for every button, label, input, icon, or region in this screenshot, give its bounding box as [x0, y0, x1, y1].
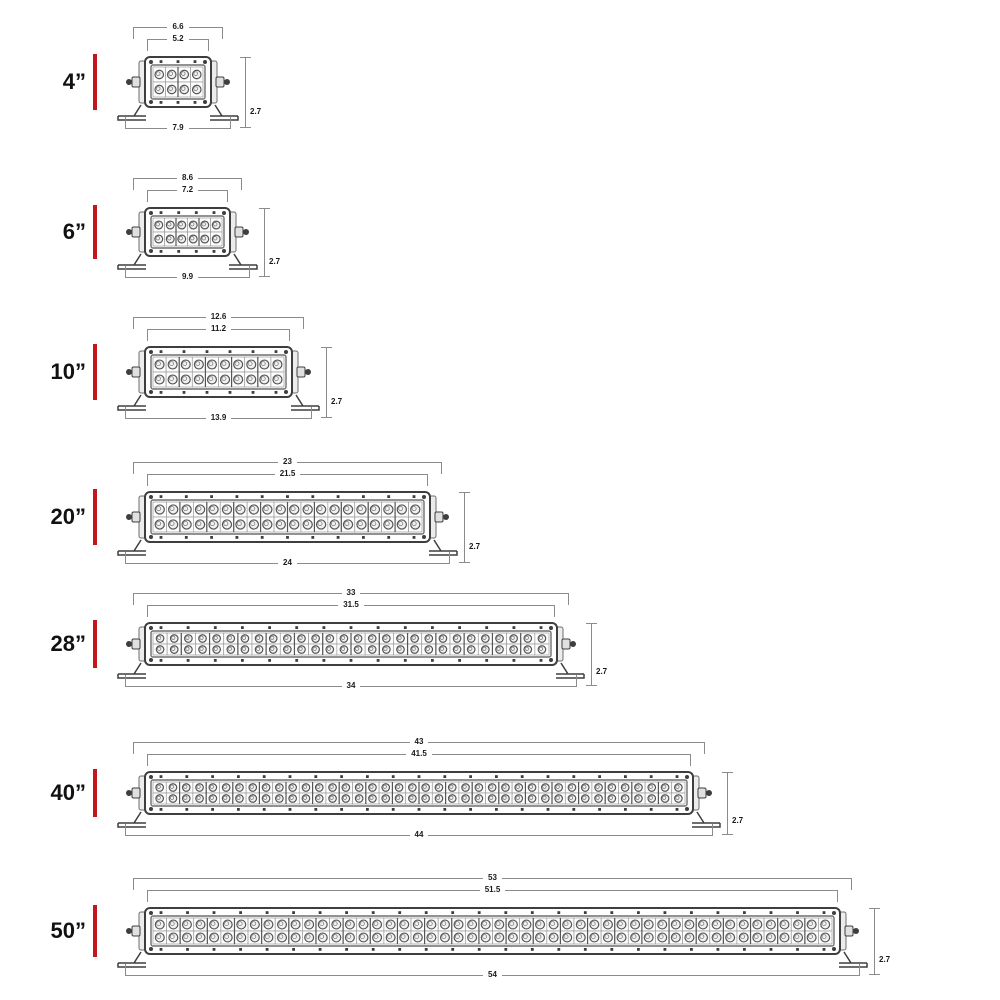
side-bolt-left-icon: [126, 496, 147, 538]
mounting-bracket-left-icon: [118, 105, 146, 120]
dim-height-end-tick: [459, 562, 470, 563]
dim-top-outer-value: 6.6: [172, 22, 184, 31]
dim-top-inner-line: [189, 39, 208, 40]
dim-top-inner: [147, 185, 228, 204]
dim-top-inner: [147, 749, 691, 768]
dim-top-inner-value: 21.5: [279, 469, 296, 478]
light-bar-6: [109, 766, 729, 832]
red-accent-bar: [93, 620, 97, 668]
dim-height-value: 2.7: [732, 816, 744, 825]
dim-top-inner-value: 5.2: [172, 34, 184, 43]
dim-height-value: 2.7: [879, 955, 891, 964]
mounting-bracket-right-icon: [229, 254, 257, 269]
dim-top-outer-line: [360, 593, 568, 594]
dim-bottom-value: 9.9: [181, 272, 194, 281]
dim-bottom-value: 34: [346, 681, 356, 690]
dim-top-inner-value: 7.2: [181, 185, 194, 194]
dim-top-inner-line: [198, 190, 227, 191]
dim-top-inner-end-tick: [147, 474, 148, 486]
mounting-bracket-right-icon: [429, 540, 457, 555]
dim-bottom-value: 54: [488, 970, 497, 979]
dim-top-inner: [147, 600, 555, 619]
dim-bottom-line: [126, 563, 278, 564]
size-label-7: 50”: [50, 918, 86, 943]
dim-height-value: 2.7: [269, 257, 281, 266]
light-bar-drawing: [109, 766, 729, 832]
mounting-bracket-right-icon: [692, 812, 720, 827]
dim-height-end-tick: [722, 834, 733, 835]
size-label-5: 28”: [50, 631, 86, 656]
dim-top-outer-end-tick: [133, 27, 134, 39]
dim-top-outer-line: [231, 317, 303, 318]
led-array: [153, 357, 284, 387]
dim-top-outer-line: [134, 878, 483, 879]
light-bar-drawing: [109, 51, 247, 125]
dim-height-end-tick: [321, 347, 332, 348]
dim-height: [326, 347, 348, 418]
dim-bottom-line: [126, 686, 342, 687]
dim-height-end-tick: [586, 623, 597, 624]
light-bar-7: [109, 902, 876, 972]
dim-height-end-tick: [722, 772, 733, 773]
mounting-bracket-right-icon: [839, 952, 867, 967]
side-bolt-left-icon: [126, 912, 147, 950]
dim-top-inner: [147, 324, 290, 343]
side-bolt-right-icon: [228, 212, 249, 252]
dim-top-inner: [147, 885, 838, 904]
dim-top-inner-line: [148, 754, 406, 755]
mounting-bracket-left-icon: [118, 663, 146, 678]
led-array: [153, 218, 222, 246]
dim-bottom-end-tick: [125, 407, 126, 419]
dim-bottom-end-tick: [576, 675, 577, 687]
dim-bottom-end-tick: [125, 266, 126, 278]
red-accent-bar: [93, 54, 97, 110]
led-array: [153, 502, 422, 532]
dim-top-outer-value: 33: [346, 588, 356, 597]
dim-height-end-tick: [586, 685, 597, 686]
side-bolt-left-icon: [126, 627, 147, 661]
red-accent-bar: [93, 769, 97, 817]
dim-height-value: 2.7: [469, 542, 481, 551]
dim-top-outer-line: [134, 462, 278, 463]
dim-top-outer-value: 23: [283, 457, 292, 466]
dim-height: [874, 908, 896, 975]
dim-bottom: [125, 830, 713, 849]
dim-height-end-tick: [240, 127, 251, 128]
dim-bottom-line: [189, 128, 230, 129]
side-bolt-right-icon: [209, 61, 230, 103]
dim-bottom: [125, 681, 577, 700]
dim-bottom-line: [126, 128, 167, 129]
mounting-bracket-left-icon: [118, 952, 146, 967]
dim-top-inner-end-tick: [427, 474, 428, 486]
led-array: [153, 782, 685, 804]
dim-top-inner-line: [364, 605, 554, 606]
mounting-bracket-left-icon: [118, 254, 146, 269]
dim-top-inner-end-tick: [554, 605, 555, 617]
mounting-bracket-left-icon: [118, 395, 146, 410]
dim-height-value: 2.7: [596, 667, 608, 676]
dim-top-inner-end-tick: [147, 329, 148, 341]
dim-bottom-value: 24: [283, 558, 292, 567]
dim-top-outer-line: [189, 27, 222, 28]
dim-top-inner-end-tick: [147, 190, 148, 202]
side-bolt-right-icon: [838, 912, 859, 950]
dim-height: [464, 492, 486, 563]
dim-height-line: [874, 908, 875, 975]
size-label-2: 6”: [62, 219, 86, 244]
dim-bottom: [125, 413, 312, 432]
dim-top-inner-line: [432, 754, 690, 755]
dim-top-outer-end-tick: [133, 742, 134, 754]
light-bar-drawing: [109, 902, 876, 972]
side-bolt-right-icon: [555, 627, 576, 661]
dim-bottom-line: [126, 835, 410, 836]
mounting-bracket-right-icon: [291, 395, 319, 410]
dim-bottom-end-tick: [125, 824, 126, 836]
light-bar-2: [109, 202, 266, 274]
dim-bottom: [125, 970, 860, 989]
dim-top-inner-line: [148, 39, 167, 40]
dim-height-end-tick: [459, 492, 470, 493]
dim-top-outer-line: [198, 178, 241, 179]
dim-height-line: [727, 772, 728, 835]
dim-top-inner-line: [148, 605, 338, 606]
dim-top-outer-end-tick: [704, 742, 705, 754]
dim-bottom-line: [502, 975, 859, 976]
dim-bottom-end-tick: [859, 964, 860, 976]
dim-bottom-line: [360, 686, 576, 687]
mounting-bracket-left-icon: [118, 540, 146, 555]
size-label-3: 10”: [50, 359, 86, 384]
side-bolt-left-icon: [126, 776, 147, 810]
dim-bottom-line: [297, 563, 449, 564]
dim-top-outer-end-tick: [851, 878, 852, 890]
dim-bottom-value: 44: [414, 830, 424, 839]
mounting-bracket-left-icon: [118, 812, 146, 827]
dim-top-outer-line: [428, 742, 704, 743]
dim-height-line: [245, 57, 246, 128]
dim-top-outer-end-tick: [303, 317, 304, 329]
light-bar-drawing: [109, 617, 593, 683]
dim-top-outer-line: [134, 27, 167, 28]
dim-bottom: [125, 558, 450, 577]
dim-bottom-end-tick: [249, 266, 250, 278]
dim-top-outer-end-tick: [241, 178, 242, 190]
dim-top-inner-end-tick: [147, 754, 148, 766]
dim-bottom-end-tick: [449, 552, 450, 564]
dim-height-line: [264, 208, 265, 277]
dim-top-inner-line: [231, 329, 289, 330]
light-bar-3: [109, 341, 328, 415]
dim-bottom: [125, 123, 231, 142]
dim-bottom-line: [126, 975, 483, 976]
dim-height: [591, 623, 613, 686]
dim-height-value: 2.7: [250, 107, 262, 116]
dim-bottom-end-tick: [311, 407, 312, 419]
dim-bottom-end-tick: [125, 675, 126, 687]
light-bar-1: [109, 51, 247, 125]
dim-top-outer-end-tick: [222, 27, 223, 39]
dim-height-line: [591, 623, 592, 686]
led-array: [153, 67, 203, 97]
dim-height-line: [464, 492, 465, 563]
dim-top-inner-end-tick: [690, 754, 691, 766]
dim-height: [245, 57, 267, 128]
dim-height-value: 2.7: [331, 397, 343, 406]
light-bar-drawing: [109, 341, 328, 415]
dim-top-inner-line: [148, 190, 177, 191]
dim-bottom-value: 7.9: [172, 123, 184, 132]
dim-top-outer-line: [502, 878, 851, 879]
dim-height-end-tick: [259, 208, 270, 209]
dim-top-outer-end-tick: [133, 593, 134, 605]
dim-top-outer-line: [134, 317, 206, 318]
light-bar-5: [109, 617, 593, 683]
dim-height-line: [326, 347, 327, 418]
side-bolt-right-icon: [428, 496, 449, 538]
size-label-1: 4”: [62, 69, 86, 94]
dim-top-outer-line: [134, 178, 177, 179]
dim-bottom-line: [126, 418, 206, 419]
dim-top-inner-value: 31.5: [343, 600, 359, 609]
dim-top-inner-end-tick: [208, 39, 209, 51]
dim-top-inner-value: 11.2: [210, 324, 227, 333]
mounting-bracket-right-icon: [210, 105, 238, 120]
red-accent-bar: [93, 489, 97, 545]
dim-top-inner-value: 51.5: [484, 885, 501, 894]
side-bolt-right-icon: [290, 351, 311, 393]
dim-bottom-end-tick: [125, 117, 126, 129]
dim-top-outer-end-tick: [441, 462, 442, 474]
dim-top-outer-value: 43: [414, 737, 424, 746]
dim-top-inner-value: 41.5: [411, 749, 427, 758]
dim-bottom-end-tick: [230, 117, 231, 129]
dim-bottom-line: [126, 277, 177, 278]
dim-top-inner-end-tick: [147, 890, 148, 902]
size-label-6: 40”: [50, 780, 86, 805]
dim-top-outer-line: [134, 593, 342, 594]
mounting-bracket-right-icon: [556, 663, 584, 678]
dim-top-inner-end-tick: [147, 605, 148, 617]
dim-height-end-tick: [869, 908, 880, 909]
dim-bottom: [125, 272, 250, 291]
red-accent-bar: [93, 205, 97, 259]
led-array: [153, 633, 549, 655]
light-bar-4: [109, 486, 466, 560]
dim-top-outer-end-tick: [133, 878, 134, 890]
dim-top-inner-end-tick: [227, 190, 228, 202]
light-bar-drawing: [109, 486, 466, 560]
dim-bottom-end-tick: [712, 824, 713, 836]
dim-top-outer-end-tick: [133, 178, 134, 190]
led-array: [153, 918, 832, 944]
dim-top-outer-end-tick: [133, 317, 134, 329]
size-label-4: 20”: [50, 504, 86, 529]
red-accent-bar: [93, 344, 97, 400]
dim-top-inner-line: [505, 890, 837, 891]
dim-height-end-tick: [259, 276, 270, 277]
dim-top-outer-line: [297, 462, 441, 463]
dim-height-end-tick: [869, 974, 880, 975]
dim-top-inner: [147, 34, 209, 53]
side-bolt-left-icon: [126, 61, 147, 103]
dim-bottom-line: [198, 277, 249, 278]
dim-height: [727, 772, 749, 835]
dim-top-inner-line: [148, 890, 480, 891]
side-bolt-left-icon: [126, 351, 147, 393]
dim-top-outer-value: 12.6: [210, 312, 227, 321]
red-accent-bar: [93, 905, 97, 957]
dim-top-outer-value: 8.6: [181, 173, 194, 182]
dim-top-inner-line: [300, 474, 427, 475]
dim-top-outer-value: 53: [488, 873, 497, 882]
dim-bottom-line: [231, 418, 311, 419]
light-bar-drawing: [109, 202, 266, 274]
dim-bottom-end-tick: [125, 552, 126, 564]
dim-bottom-value: 13.9: [210, 413, 227, 422]
dim-top-inner-end-tick: [289, 329, 290, 341]
dim-height-end-tick: [240, 57, 251, 58]
dim-height-end-tick: [321, 417, 332, 418]
dim-top-outer-end-tick: [568, 593, 569, 605]
dim-bottom-end-tick: [125, 964, 126, 976]
dim-top-inner-line: [148, 474, 275, 475]
dim-top-inner-line: [148, 329, 206, 330]
dim-height: [264, 208, 286, 277]
dim-top-inner: [147, 469, 428, 488]
dim-top-outer-line: [134, 742, 410, 743]
side-bolt-left-icon: [126, 212, 147, 252]
dim-top-inner-end-tick: [837, 890, 838, 902]
dim-bottom-line: [428, 835, 712, 836]
side-bolt-right-icon: [691, 776, 712, 810]
dim-top-outer-end-tick: [133, 462, 134, 474]
dim-top-inner-end-tick: [147, 39, 148, 51]
